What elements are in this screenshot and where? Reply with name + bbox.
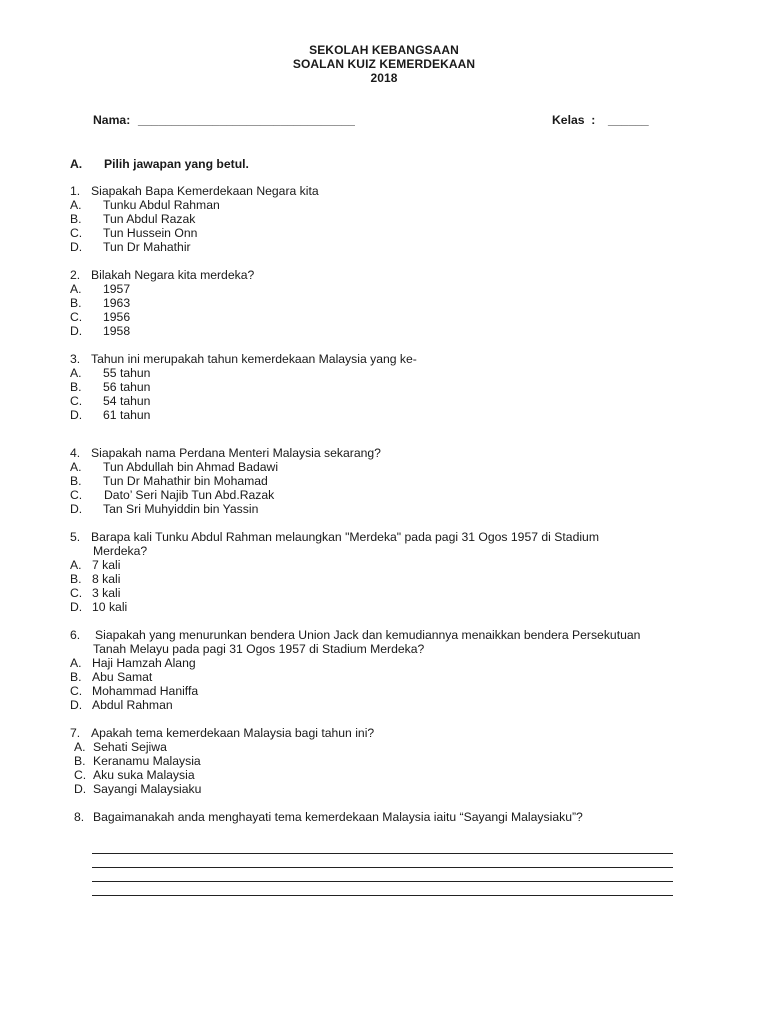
- question-1-number: 1.: [70, 184, 81, 198]
- q7-option-a-letter: A.: [74, 740, 86, 754]
- q5-option-b[interactable]: 8 kali: [92, 572, 121, 586]
- q1-option-b-letter: B.: [70, 212, 82, 226]
- q7-option-d[interactable]: Sayangi Malaysiaku: [93, 782, 202, 796]
- q4-option-d-letter: D.: [70, 502, 83, 516]
- answer-line[interactable]: [92, 853, 673, 854]
- q5-option-c-letter: C.: [70, 586, 83, 600]
- question-6-text-cont: Tanah Melayu pada pagi 31 Ogos 1957 di Stadium Merdeka?: [93, 642, 425, 656]
- q2-option-b[interactable]: 1963: [103, 296, 131, 310]
- q1-option-a-letter: A.: [70, 198, 82, 212]
- quiz-year: 2018: [370, 71, 398, 85]
- q7-option-d-letter: D.: [74, 782, 87, 796]
- quiz-title: SOALAN KUIZ KEMERDEKAAN: [292, 57, 476, 71]
- q6-option-c[interactable]: Mohammad Haniffa: [92, 684, 199, 698]
- answer-line[interactable]: [92, 867, 673, 868]
- q6-option-a-letter: A.: [70, 656, 82, 670]
- q3-option-c[interactable]: 54 tahun: [103, 394, 151, 408]
- question-5-text: Barapa kali Tunku Abdul Rahman melaungkan "Merdeka" pada pagi 31 Ogos 1957 di Stadium: [91, 530, 599, 544]
- q1-option-d-letter: D.: [70, 240, 83, 254]
- q4-option-b[interactable]: Tun Dr Mahathir bin Mohamad: [103, 474, 268, 488]
- class-blank[interactable]: ______: [608, 113, 649, 127]
- question-5-number: 5.: [70, 530, 81, 544]
- question-3-text: Tahun ini merupakah tahun kemerdekaan Malaysia yang ke-: [91, 352, 417, 366]
- q5-option-d-letter: D.: [70, 600, 83, 614]
- q4-option-a[interactable]: Tun Abdullah bin Ahmad Badawi: [103, 460, 279, 474]
- q6-option-b-letter: B.: [70, 670, 82, 684]
- q3-option-d[interactable]: 61 tahun: [103, 408, 151, 422]
- q3-option-a[interactable]: 55 tahun: [103, 366, 151, 380]
- q3-option-a-letter: A.: [70, 366, 82, 380]
- q3-option-b-letter: B.: [70, 380, 82, 394]
- q2-option-d[interactable]: 1958: [103, 324, 131, 338]
- q7-option-a[interactable]: Sehati Sejiwa: [93, 740, 167, 754]
- q5-option-a-letter: A.: [70, 558, 82, 572]
- school-name: SEKOLAH KEBANGSAAN: [309, 43, 459, 57]
- q4-option-a-letter: A.: [70, 460, 82, 474]
- question-6-number: 6.: [70, 628, 81, 642]
- q6-option-a[interactable]: Haji Hamzah Alang: [92, 656, 196, 670]
- q5-option-a[interactable]: 7 kali: [92, 558, 121, 572]
- q1-option-d[interactable]: Tun Dr Mahathir: [103, 240, 191, 254]
- question-4-text: Siapakah nama Perdana Menteri Malaysia sekarang?: [91, 446, 381, 460]
- q5-option-d[interactable]: 10 kali: [92, 600, 128, 614]
- q7-option-c[interactable]: Aku suka Malaysia: [93, 768, 195, 782]
- question-5-text-cont: Merdeka?: [93, 544, 148, 558]
- question-8-number: 8.: [74, 810, 85, 824]
- q7-option-b[interactable]: Keranamu Malaysia: [93, 754, 201, 768]
- answer-line[interactable]: [92, 895, 673, 896]
- section-letter: A.: [70, 157, 83, 171]
- q4-option-c-letter: C.: [70, 488, 83, 502]
- answer-line[interactable]: [92, 881, 673, 882]
- question-2-text: Bilakah Negara kita merdeka?: [91, 268, 255, 282]
- name-label: Nama:: [93, 113, 131, 127]
- question-7-text: Apakah tema kemerdekaan Malaysia bagi tahun ini?: [91, 726, 375, 740]
- class-label: Kelas :: [552, 113, 596, 127]
- q6-option-d-letter: D.: [70, 698, 83, 712]
- q5-option-b-letter: B.: [70, 572, 82, 586]
- q7-option-c-letter: C.: [74, 768, 87, 782]
- q6-option-c-letter: C.: [70, 684, 83, 698]
- q1-option-c-letter: C.: [70, 226, 83, 240]
- name-blank[interactable]: ________________________________: [138, 113, 355, 127]
- q1-option-b[interactable]: Tun Abdul Razak: [103, 212, 196, 226]
- q4-option-b-letter: B.: [70, 474, 82, 488]
- question-4-number: 4.: [70, 446, 81, 460]
- q2-option-c-letter: C.: [70, 310, 83, 324]
- q2-option-c[interactable]: 1956: [103, 310, 131, 324]
- question-8-text: Bagaimanakah anda menghayati tema kemerdekaan Malaysia iaitu “Sayangi Malaysiaku”?: [93, 810, 583, 824]
- question-6-text: Siapakah yang menurunkan bendera Union Jack dan kemudiannya menaikkan bendera Persekutuan: [95, 628, 641, 642]
- q7-option-b-letter: B.: [74, 754, 86, 768]
- q4-option-c[interactable]: Dato’ Seri Najib Tun Abd.Razak: [104, 488, 275, 502]
- q1-option-c[interactable]: Tun Hussein Onn: [103, 226, 198, 240]
- q5-option-c[interactable]: 3 kali: [92, 586, 121, 600]
- question-2-number: 2.: [70, 268, 81, 282]
- q3-option-b[interactable]: 56 tahun: [103, 380, 151, 394]
- question-3-number: 3.: [70, 352, 81, 366]
- section-instruction: Pilih jawapan yang betul.: [104, 157, 249, 171]
- q2-option-a-letter: A.: [70, 282, 82, 296]
- q6-option-d[interactable]: Abdul Rahman: [92, 698, 173, 712]
- q1-option-a[interactable]: Tunku Abdul Rahman: [103, 198, 220, 212]
- question-1-text: Siapakah Bapa Kemerdekaan Negara kita: [91, 184, 319, 198]
- q6-option-b[interactable]: Abu Samat: [92, 670, 153, 684]
- question-7-number: 7.: [70, 726, 81, 740]
- q3-option-d-letter: D.: [70, 408, 83, 422]
- q2-option-b-letter: B.: [70, 296, 82, 310]
- q2-option-d-letter: D.: [70, 324, 83, 338]
- q2-option-a[interactable]: 1957: [103, 282, 131, 296]
- q3-option-c-letter: C.: [70, 394, 83, 408]
- q4-option-d[interactable]: Tan Sri Muhyiddin bin Yassin: [103, 502, 259, 516]
